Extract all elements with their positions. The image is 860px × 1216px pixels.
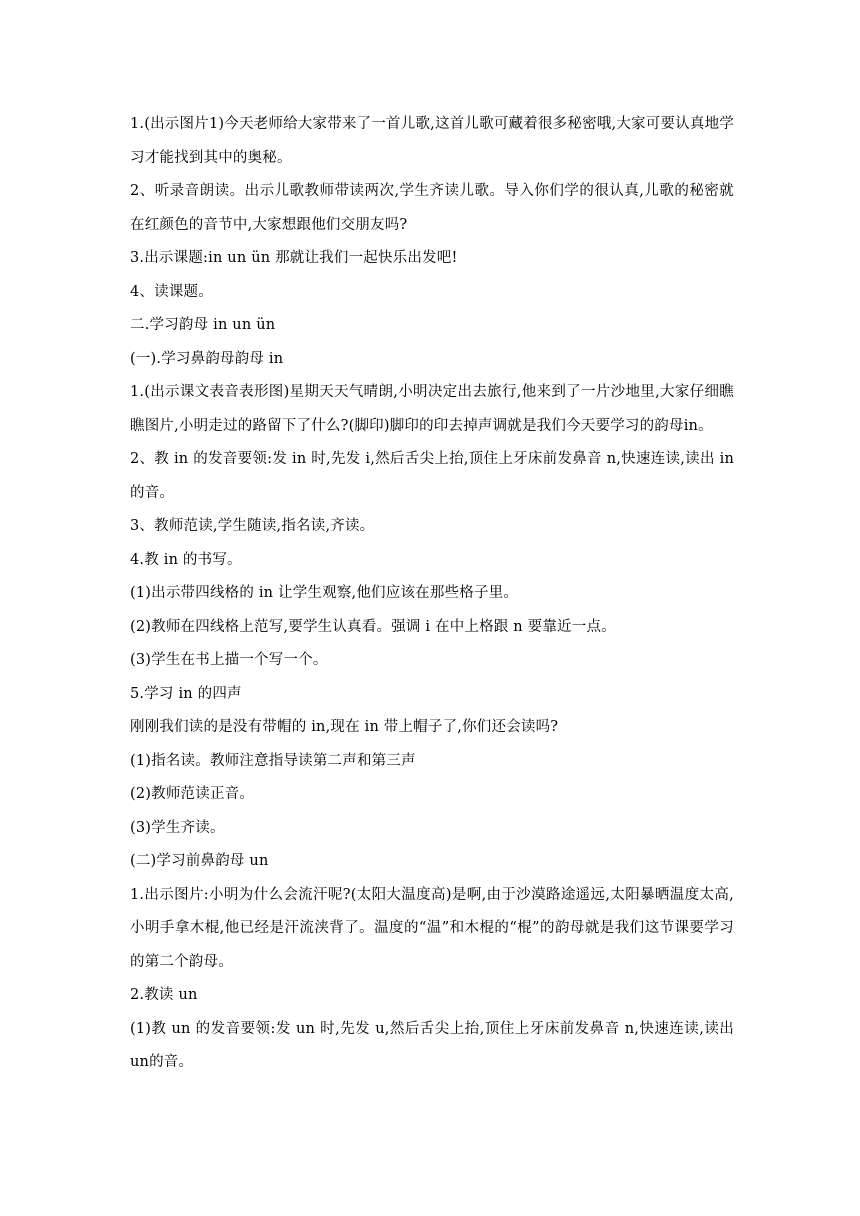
document-body bbox=[130, 108, 734, 1080]
paragraph-in-picture: 1.(出示课文表音表形图)星期天天气晴朗,小明决定出去旅行,他来到了一片沙地里,大家仔细瞧瞧图片,小明走过的路留下了什么?(脚印)脚印的印去掉声调就是我们今天要学习的韵母in。 bbox=[130, 384, 734, 434]
section-heading-learn-finals: 二.学习韵母 in un ün bbox=[130, 317, 276, 333]
paragraph-in-model-reading: 3、教师范读,学生随读,指名读,齐读。 bbox=[130, 518, 375, 534]
paragraph-tones-step-3: (3)学生齐读。 bbox=[130, 819, 225, 836]
paragraph-in-four-tones: 5.学习 in 的四声 bbox=[130, 685, 242, 702]
paragraph-show-topic: 3.出示课题:in un ün 那就让我们一起快乐出发吧! bbox=[130, 250, 458, 266]
paragraph-tones-step-1: (1)指名读。教师注意指导读第二声和第三声 bbox=[130, 752, 416, 769]
paragraph-tones-step-2: (2)教师范读正音。 bbox=[130, 786, 255, 802]
paragraph-listen-recording: 2、听录音朗读。出示儿歌教师带读两次,学生齐读儿歌。导入你们学的很认真,儿歌的秘密就在红颜色的音节中,大家想跟他们交朋友吗? bbox=[130, 183, 734, 233]
paragraph-in-tones-question: 刚刚我们读的是没有带帽的 in,现在 in 带上帽子了,你们还会读吗? bbox=[130, 719, 559, 735]
paragraph-in-writing: 4.教 in 的书写。 bbox=[130, 551, 242, 568]
subsection-heading-in: (一).学习鼻韵母韵母 in bbox=[130, 350, 284, 367]
paragraph-in-writing-step-2: (2)教师在四线格上范写,要学生认真看。强调 i 在中上格跟 n 要靠近一点。 bbox=[130, 618, 616, 635]
paragraph-un-pronunciation: (1)教 un 的发音要领:发 un 时,先发 u,然后舌尖上抬,顶住上牙床前发鼻音 n,快速连读,读出 un的音。 bbox=[130, 1020, 734, 1070]
paragraph-intro-song: 1.(出示图片1)今天老师给大家带来了一首儿歌,这首儿歌可藏着很多秘密哦,大家可要认真地学习才能找到其中的奥秘。 bbox=[130, 116, 734, 166]
paragraph-in-writing-step-1: (1)出示带四线格的 in 让学生观察,他们应该在那些格子里。 bbox=[130, 585, 519, 601]
paragraph-un-picture: 1.出示图片:小明为什么会流汗呢?(太阳大温度高)是啊,由于沙漠路途遥远,太阳暴晒温度太高,小明手拿木棍,他已经是汗流浃背了。温度的“温”和木棍的“棍”的韵母就是我们这节课要学习的第二个韵母。 bbox=[130, 886, 734, 970]
paragraph-teach-un: 2.教读 un bbox=[130, 987, 198, 1003]
paragraph-in-writing-step-3: (3)学生在书上描一个写一个。 bbox=[130, 652, 328, 668]
paragraph-read-topic: 4、读课题。 bbox=[130, 283, 213, 300]
subsection-heading-un: (二)学习前鼻韵母 un bbox=[130, 853, 269, 869]
paragraph-in-pronunciation: 2、教 in 的发音要领:发 in 时,先发 i,然后舌尖上抬,顶住上牙床前发鼻音 n,快速连读,读出 in的音。 bbox=[130, 451, 734, 501]
